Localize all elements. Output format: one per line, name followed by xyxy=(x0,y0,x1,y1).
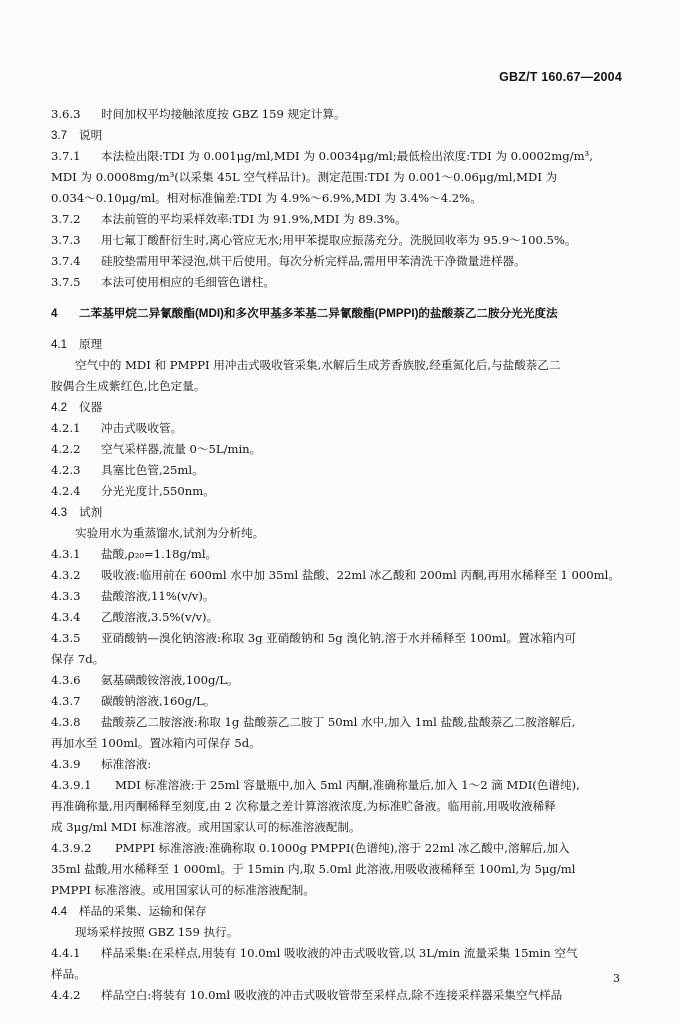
section-heading: 4.3 试剂 xyxy=(51,506,103,519)
text-line: 空气中的 MDI 和 PMPPI 用冲击式吸收管采集,水解后生成芳香族胺,经重氮化后,与盐酸萘乙二 xyxy=(75,358,561,372)
text-line: 3.7.1 本法检出限:TDI 为 0.001μg/ml,MDI 为 0.0034μg/ml;最低检出浓度:TDI 为 0.0002mg/m³, xyxy=(51,149,593,163)
text-line: 35ml 盐酸,用水稀释至 1 000ml。于 15min 内,取 5.0ml 此溶液,用吸收液稀释至 100ml,为 5μg/ml xyxy=(51,862,576,876)
text-line: 4.4.1 样品采集:在采样点,用装有 10.0ml 吸收液的冲击式吸收管,以 3L/min 流量采集 15min 空气 xyxy=(51,946,578,960)
text-line: 实验用水为重蒸馏水,试剂为分析纯。 xyxy=(75,526,265,540)
text-line: 0.034～0.10μg/ml。相对标准偏差:TDI 为 4.9%～6.9%,MDI 为 3.4%～4.2%。 xyxy=(51,191,482,205)
text-line: 4.3.1 盐酸,ρ₂₀=1.18g/ml。 xyxy=(51,547,218,561)
text-line: 4.3.8 盐酸萘乙二胺溶液:称取 1g 盐酸萘乙二胺丁 50ml 水中,加入 1ml 盐酸,盐酸萘乙二胺溶解后, xyxy=(51,715,576,729)
text-line: 4.2.2 空气采样器,流量 0～5L/min。 xyxy=(51,442,262,456)
text-line: 4.3.2 吸收液:临用前在 600ml 水中加 35ml 盐酸、22ml 冰乙酸和 200ml 丙酮,再用水稀释至 1 000ml。 xyxy=(51,568,620,582)
text-line: 4.2.4 分光光度计,550nm。 xyxy=(51,484,215,498)
text-line: 3.7.4 硅胶垫需用甲苯浸泡,烘干后使用。每次分析完样品,需用甲苯清洗干净微量进样器。 xyxy=(51,254,526,268)
text-line: 3.7.3 用七氟丁酸酐衍生时,离心管应无水;用甲苯提取应振荡充分。洗脱回收率为 95.9～100.5%。 xyxy=(51,233,577,247)
text-line: 3.7.2 本法前管的平均采样效率:TDI 为 91.9%,MDI 为 89.3%。 xyxy=(51,212,407,226)
standard-code: GBZ/T 160.67—2004 xyxy=(499,70,622,84)
section-heading: 4.2 仪器 xyxy=(51,401,103,414)
text-line: 4.2.3 具塞比色管,25ml。 xyxy=(51,463,204,477)
text-line: 4.3.7 碳酸钠溶液,160g/L。 xyxy=(51,694,216,708)
text-line: 保存 7d。 xyxy=(51,652,105,666)
chapter-heading: 4 二苯基甲烷二异氰酸酯(MDI)和多次甲基多苯基二异氰酸酯(PMPPI)的盐酸萘乙二胺分光光度法 xyxy=(51,307,558,320)
text-line: 4.3.3 盐酸溶液,11%(v/v)。 xyxy=(51,589,215,603)
section-heading: 4.1 原理 xyxy=(51,338,103,351)
text-line: 3.7.5 本法可使用相应的毛细管色谱柱。 xyxy=(51,275,275,289)
text-line: 4.3.9.1 MDI 标准溶液:于 25ml 容量瓶中,加入 5ml 丙酮,准确称量后,加入 1～2 滴 MDI(色谱纯), xyxy=(51,778,580,792)
text-line: 4.3.4 乙酸溶液,3.5%(v/v)。 xyxy=(51,610,219,624)
text-line: 3.6.3 时间加权平均接触浓度按 GBZ 159 规定计算。 xyxy=(51,107,346,121)
text-line: 成 3μg/ml MDI 标准溶液。或用国家认可的标准溶液配制。 xyxy=(51,820,361,834)
text-line: 现场采样按照 GBZ 159 执行。 xyxy=(75,925,239,939)
text-line: 4.3.5 亚硝酸钠—溴化钠溶液:称取 3g 亚硝酸钠和 5g 溴化钠,溶于水并稀释至 100ml。置冰箱内可 xyxy=(51,631,577,645)
text-line: 4.4.2 样品空白:将装有 10.0ml 吸收液的冲击式吸收管带至采样点,除不连接采样器采集空气样品 xyxy=(51,988,563,1002)
section-heading: 4.4 样品的采集、运输和保存 xyxy=(51,905,207,918)
text-line: 4.3.9 标准溶液: xyxy=(51,757,152,771)
text-line: MDI 为 0.0008mg/m³(以采集 45L 空气样品计)。测定范围:TDI 为 0.001～0.06μg/ml,MDI 为 xyxy=(51,170,558,184)
text-line: 4.3.9.2 PMPPI 标准溶液:准确称取 0.1000g PMPPI(色谱纯),溶于 22ml 冰乙酸中,溶解后,加入 xyxy=(51,841,570,855)
text-line: 4.3.6 氨基磺酸铵溶液,100g/L。 xyxy=(51,673,239,687)
text-line: 再准确称量,用丙酮稀释至刻度,由 2 次称量之差计算溶液浓度,为标准贮备液。临用前,用吸收液稀释 xyxy=(51,799,556,813)
section-heading: 3.7 说明 xyxy=(51,129,103,142)
text-line: 样品。 xyxy=(51,967,86,981)
text-line: PMPPI 标准溶液。或用国家认可的标准溶液配制。 xyxy=(51,883,315,897)
text-line: 再加水至 100ml。置冰箱内可保存 5d。 xyxy=(51,736,261,750)
text-line: 胺偶合生成紫红色,比色定量。 xyxy=(51,379,206,393)
document-body xyxy=(51,104,629,1006)
text-line: 4.2.1 冲击式吸收管。 xyxy=(51,421,183,435)
page-number: 3 xyxy=(613,972,620,985)
